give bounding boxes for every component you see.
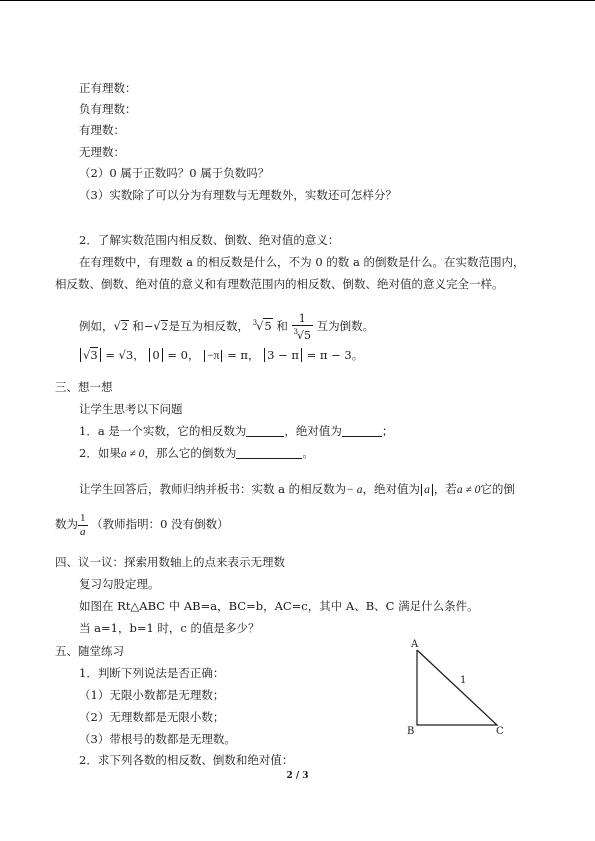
reciprocal-a: $\frac{1}{a}$ [80, 511, 86, 538]
page-top-rule [0, 0, 595, 1]
text-line: 让学生思考以下问题 [79, 402, 183, 416]
abs-sqrt-3: √3 [80, 348, 101, 362]
text-line: （3）带根号的数都是无理数。 [79, 732, 236, 746]
abs-zero: 0 [149, 348, 162, 362]
answer-summary: 让学生回答后，教师归纳并板书：实数 a 的相反数为− a，绝对值为 a ，若a ≠ 0它的倒 [79, 482, 515, 496]
right-triangle-figure [405, 640, 515, 740]
text-line: 复习勾股定理。 [79, 577, 160, 591]
text-line: 在有理数中，有理数 a 的相反数是什么，不为 0 的数 a 的倒数是什么。在实数范围内， [79, 255, 525, 269]
text-line: （2）无理数都是无限小数； [79, 710, 225, 724]
answer-continuation: 数为 $\frac{1}{a}$ （教师指明：0 没有倒数） [55, 511, 229, 538]
text-line: 负有理数： [79, 102, 137, 116]
text-line: 相反数、倒数、绝对值的意义和有理数范围内的相反数、倒数、绝对值的意义完全一样。 [55, 277, 504, 291]
text-line: （2）0 属于正数吗？0 属于负数吗？ [79, 166, 270, 180]
text-line: 1．判断下列说法是否正确： [79, 666, 225, 680]
sqrt-2: √2 [113, 319, 128, 333]
abs-3-minus-pi: 3 − π [264, 348, 302, 362]
question-1: 1．a 是一个实数，它的相反数为 ，绝对值为 ； [79, 424, 394, 438]
text-line: 有理数： [79, 123, 125, 137]
section-heading: 四、议一议：探索用数轴上的点来表示无理数 [55, 555, 285, 569]
text-line: 当 a=1，b=1 时，c 的值是多少？ [79, 621, 260, 635]
page-number: 2 / 3 [286, 771, 309, 781]
reciprocal-cube-root-5: $\frac{1}{^3√5}$ [293, 312, 312, 342]
neg-sqrt-2: √2 [153, 319, 168, 333]
answer-blank[interactable] [342, 424, 382, 437]
abs-neg-pi: −π [204, 350, 222, 362]
triangle-outline [417, 650, 497, 725]
answer-blank[interactable] [236, 446, 302, 459]
vertex-label-a: A [411, 639, 419, 650]
text-line: 正有理数： [79, 81, 137, 95]
question-2: 2．如果a ≠ 0，那么它的倒数为 。 [79, 446, 314, 460]
vertex-label-b: B [407, 726, 415, 737]
text-line: （1）无限小数都是无理数； [79, 688, 225, 702]
absolute-value-examples: √3 = √3， 0 = 0， −π = π， 3 − π = π − 3。 [79, 347, 363, 364]
section-heading: 五、随堂练习 [55, 644, 124, 658]
answer-blank[interactable] [246, 424, 284, 437]
section-heading: 三、想一想 [55, 380, 113, 394]
cube-root-5: $^3$√5 [252, 319, 272, 333]
side-label: 1 [460, 675, 467, 686]
example-line: 例如，√2 和−√2是互为相反数， $^3$√5 和 $\frac{1}{^3√5}$ 互为倒数。 [79, 312, 375, 342]
text-line: （3）实数除了可以分为有理数与无理数外，实数还可怎样分？ [79, 188, 397, 202]
text-line: 无理数： [79, 145, 125, 159]
subsection-heading: 2．了解实数范围内相反数、倒数、绝对值的意义： [79, 233, 340, 247]
vertex-label-c: C [496, 726, 504, 737]
text-line: 如图在 Rt△ABC 中 AB=a，BC=b，AC=c，其中 A、B、C 满足什么条件。 [79, 599, 479, 613]
text-line: 2．求下列各数的相反数、倒数和绝对值： [79, 753, 294, 767]
